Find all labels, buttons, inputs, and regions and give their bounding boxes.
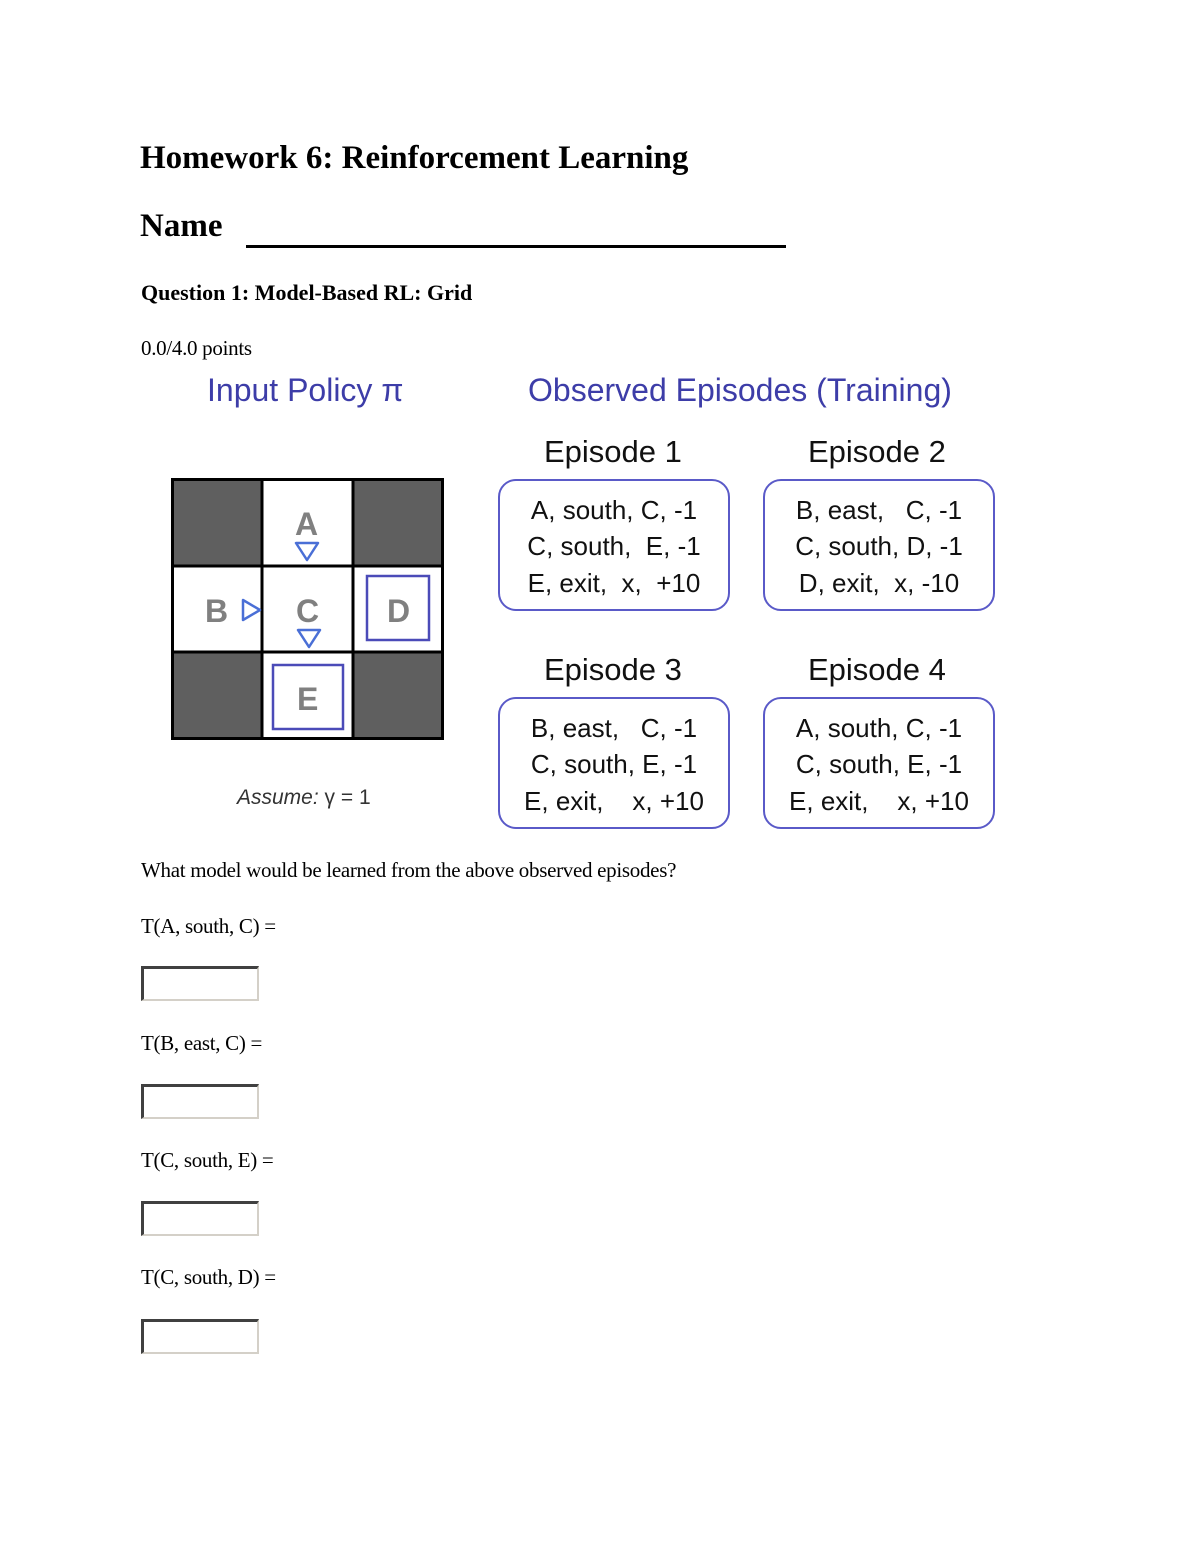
episode-3-title: Episode 3 — [544, 652, 682, 687]
episode-2-title: Episode 2 — [808, 434, 946, 469]
question-title: Question 1: Model-Based RL: Grid — [141, 280, 473, 305]
answer-input-2[interactable] — [141, 1084, 259, 1119]
episode-2-box — [763, 479, 995, 611]
episode-transition: A, south, C, -1 — [795, 713, 963, 743]
answer-input-3[interactable] — [141, 1201, 259, 1236]
episode-transition: C, south, D, -1 — [795, 531, 963, 561]
episode-transition: C, south, E, -1 — [530, 749, 698, 779]
question-prompt: What model would be learned from the above observed episodes? — [141, 858, 677, 882]
episode-1-title: Episode 1 — [544, 434, 682, 469]
answer-input-4[interactable] — [141, 1319, 259, 1354]
episode-1-box — [498, 479, 730, 611]
name-underline — [246, 245, 786, 248]
episode-transition: C, south, E, -1 — [795, 749, 963, 779]
question-label-1: T(A, south, C) = — [141, 914, 276, 938]
arrow-east-b-icon — [243, 600, 260, 620]
episode-transition: C, south, E, -1 — [527, 531, 701, 561]
state-label-c: C — [296, 593, 320, 629]
policy-heading: Input Policy π — [207, 372, 404, 408]
episode-3-box — [498, 697, 730, 829]
state-label-d: D — [387, 593, 411, 629]
question-label-4: T(C, south, D) = — [141, 1265, 276, 1289]
document-title: Homework 6: Reinforcement Learning — [140, 140, 689, 176]
assume-gamma: Assume: γ = 1 — [237, 786, 371, 809]
arrow-south-a-icon — [296, 543, 318, 560]
episode-transition: A, south, C, -1 — [530, 495, 698, 525]
points-score: 0.0/4.0 points — [141, 336, 252, 360]
episode-transition: D, exit, x, -10 — [798, 568, 960, 598]
episode-transition: E, exit, x, +10 — [524, 786, 704, 816]
episode-transition: E, exit, x, +10 — [789, 786, 969, 816]
question-label-2: T(B, east, C) = — [141, 1031, 263, 1055]
episode-transition: E, exit, x, +10 — [527, 568, 701, 598]
episode-4-box — [763, 697, 995, 829]
episode-transition: B, east, C, -1 — [795, 495, 963, 525]
episodes-heading: Observed Episodes (Training) — [528, 372, 952, 408]
policy-grid — [171, 478, 444, 740]
state-label-b: B — [205, 593, 229, 629]
state-label-a: A — [295, 506, 319, 542]
answer-input-1[interactable] — [141, 966, 259, 1001]
name-label: Name — [140, 208, 223, 244]
state-label-e: E — [297, 681, 319, 717]
episode-transition: B, east, C, -1 — [530, 713, 698, 743]
question-label-3: T(C, south, E) = — [141, 1148, 274, 1172]
episode-4-title: Episode 4 — [808, 652, 946, 687]
arrow-south-c-icon — [298, 630, 320, 647]
